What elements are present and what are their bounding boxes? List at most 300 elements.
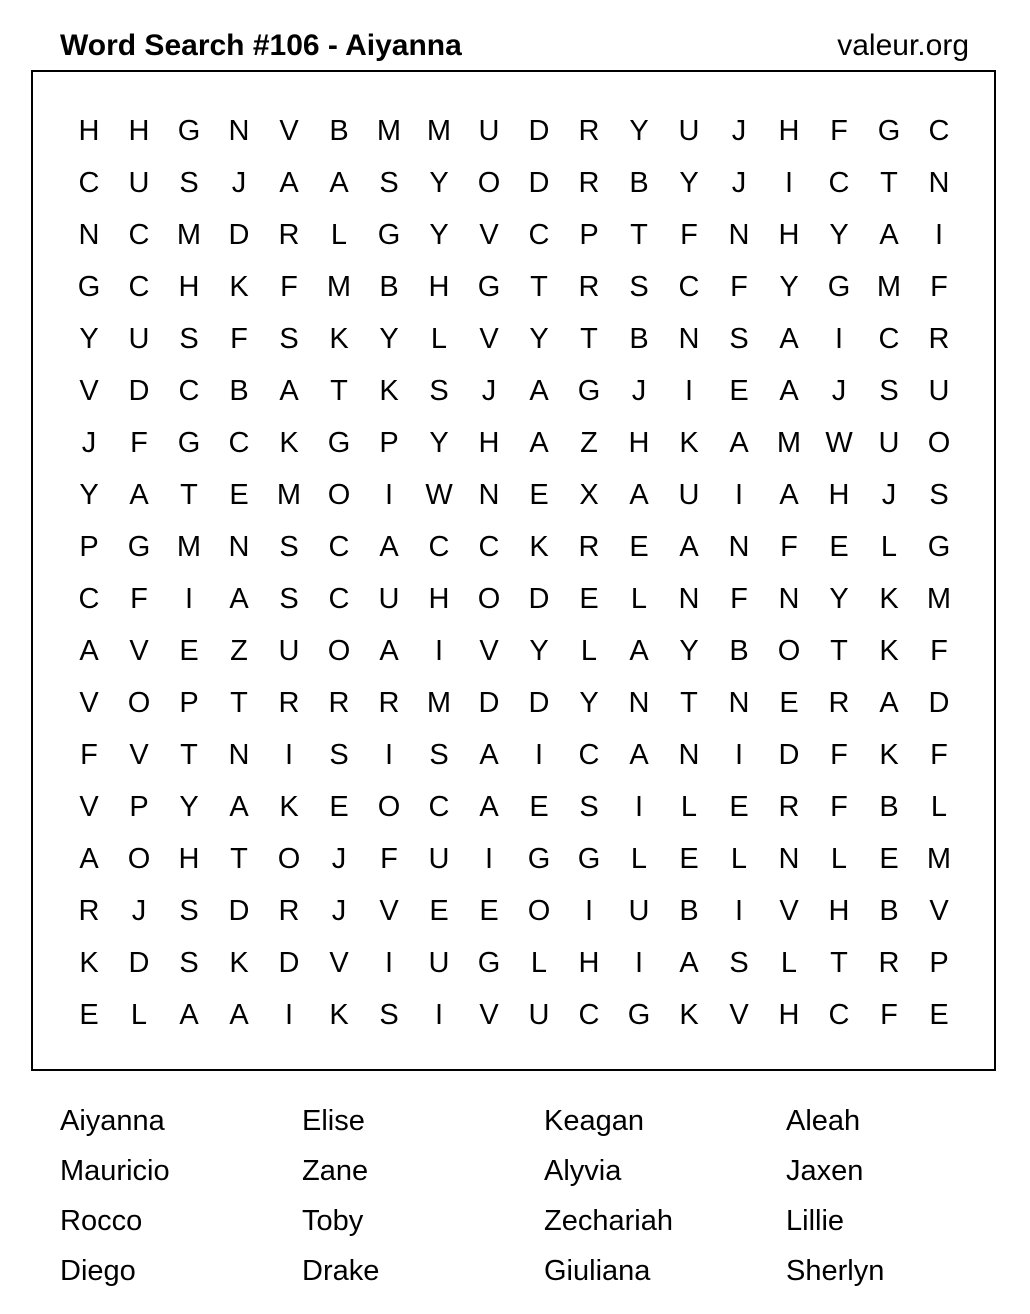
grid-cell[interactable]: F: [930, 270, 948, 303]
grid-cell[interactable]: L: [330, 218, 348, 251]
grid-cell[interactable]: Y: [779, 270, 799, 303]
grid-cell[interactable]: R: [578, 166, 600, 199]
grid-cell[interactable]: H: [428, 270, 450, 303]
grid-cell[interactable]: D: [528, 686, 550, 719]
grid-cell[interactable]: S: [579, 790, 599, 823]
grid-cell[interactable]: I: [434, 634, 444, 667]
grid-cell[interactable]: R: [278, 686, 300, 719]
grid-cell[interactable]: A: [679, 946, 699, 979]
grid-cell[interactable]: F: [730, 270, 748, 303]
grid-cell[interactable]: F: [780, 530, 798, 563]
grid-cell[interactable]: J: [131, 894, 147, 927]
grid-cell[interactable]: G: [177, 426, 201, 459]
grid-cell[interactable]: E: [629, 530, 649, 563]
grid-cell[interactable]: K: [329, 322, 349, 355]
grid-cell[interactable]: L: [880, 530, 898, 563]
grid-cell[interactable]: C: [328, 530, 350, 563]
grid-cell[interactable]: Y: [79, 322, 99, 355]
grid-cell[interactable]: V: [779, 894, 799, 927]
grid-cell[interactable]: F: [930, 738, 948, 771]
grid-cell[interactable]: G: [577, 374, 601, 407]
grid-cell[interactable]: H: [78, 114, 100, 147]
grid-cell[interactable]: K: [879, 582, 899, 615]
grid-cell[interactable]: K: [79, 946, 99, 979]
grid-cell[interactable]: I: [184, 582, 194, 615]
grid-cell[interactable]: M: [776, 426, 802, 459]
grid-cell[interactable]: A: [529, 426, 549, 459]
grid-cell[interactable]: T: [180, 738, 198, 771]
grid-cell[interactable]: M: [926, 582, 952, 615]
grid-cell[interactable]: F: [830, 790, 848, 823]
grid-cell[interactable]: G: [77, 270, 101, 303]
grid-cell[interactable]: Y: [179, 790, 199, 823]
grid-cell[interactable]: C: [528, 218, 550, 251]
grid-cell[interactable]: G: [927, 530, 951, 563]
grid-cell[interactable]: G: [827, 270, 851, 303]
grid-cell[interactable]: K: [229, 270, 249, 303]
grid-cell[interactable]: C: [878, 322, 900, 355]
grid-cell[interactable]: G: [627, 998, 651, 1031]
grid-cell[interactable]: I: [634, 790, 644, 823]
grid-cell[interactable]: P: [929, 946, 949, 979]
grid-cell[interactable]: V: [129, 738, 149, 771]
grid-cell[interactable]: W: [825, 426, 853, 459]
grid-cell[interactable]: C: [678, 270, 700, 303]
grid-cell[interactable]: U: [128, 322, 150, 355]
grid-cell[interactable]: T: [880, 166, 898, 199]
grid-cell[interactable]: E: [679, 842, 699, 875]
grid-cell[interactable]: A: [879, 218, 899, 251]
grid-cell[interactable]: R: [578, 530, 600, 563]
grid-cell[interactable]: E: [829, 530, 849, 563]
grid-cell[interactable]: S: [379, 166, 399, 199]
grid-cell[interactable]: V: [129, 634, 149, 667]
grid-cell[interactable]: U: [278, 634, 300, 667]
grid-cell[interactable]: H: [828, 478, 850, 511]
grid-cell[interactable]: I: [284, 998, 294, 1031]
grid-cell[interactable]: J: [731, 166, 747, 199]
grid-cell[interactable]: Y: [629, 114, 649, 147]
grid-cell[interactable]: Y: [529, 322, 549, 355]
grid-cell[interactable]: T: [330, 374, 348, 407]
grid-cell[interactable]: M: [176, 218, 202, 251]
grid-cell[interactable]: R: [278, 218, 300, 251]
grid-cell[interactable]: P: [129, 790, 149, 823]
grid-cell[interactable]: R: [578, 270, 600, 303]
grid-cell[interactable]: Y: [79, 478, 99, 511]
grid-cell[interactable]: A: [229, 998, 249, 1031]
grid-cell[interactable]: D: [128, 946, 150, 979]
grid-cell[interactable]: S: [729, 322, 749, 355]
grid-cell[interactable]: B: [629, 322, 649, 355]
grid-cell[interactable]: C: [828, 166, 850, 199]
grid-cell[interactable]: F: [730, 582, 748, 615]
grid-cell[interactable]: D: [478, 686, 500, 719]
grid-cell[interactable]: E: [479, 894, 499, 927]
grid-cell[interactable]: C: [578, 998, 600, 1031]
grid-cell[interactable]: J: [481, 374, 497, 407]
grid-cell[interactable]: K: [679, 998, 699, 1031]
grid-cell[interactable]: H: [178, 270, 200, 303]
grid-cell[interactable]: O: [127, 842, 151, 875]
grid-cell[interactable]: U: [428, 946, 450, 979]
grid-cell[interactable]: S: [179, 894, 199, 927]
grid-cell[interactable]: E: [529, 790, 549, 823]
grid-cell[interactable]: H: [428, 582, 450, 615]
grid-cell[interactable]: Y: [379, 322, 399, 355]
grid-cell[interactable]: V: [479, 634, 499, 667]
grid-cell[interactable]: S: [379, 998, 399, 1031]
grid-cell[interactable]: S: [329, 738, 349, 771]
grid-cell[interactable]: G: [577, 842, 601, 875]
grid-cell[interactable]: V: [79, 374, 99, 407]
grid-cell[interactable]: O: [377, 790, 401, 823]
grid-cell[interactable]: O: [277, 842, 301, 875]
grid-cell[interactable]: O: [327, 634, 351, 667]
grid-cell[interactable]: T: [680, 686, 698, 719]
grid-cell[interactable]: S: [279, 582, 299, 615]
grid-cell[interactable]: P: [79, 530, 99, 563]
grid-cell[interactable]: A: [729, 426, 749, 459]
grid-cell[interactable]: K: [329, 998, 349, 1031]
grid-cell[interactable]: N: [678, 322, 700, 355]
grid-cell[interactable]: L: [830, 842, 848, 875]
grid-cell[interactable]: J: [881, 478, 897, 511]
grid-cell[interactable]: K: [879, 634, 899, 667]
grid-cell[interactable]: R: [328, 686, 350, 719]
grid-cell[interactable]: G: [177, 114, 201, 147]
grid-cell[interactable]: L: [680, 790, 698, 823]
grid-cell[interactable]: S: [279, 530, 299, 563]
grid-cell[interactable]: Y: [679, 634, 699, 667]
grid-cell[interactable]: I: [384, 478, 394, 511]
grid-cell[interactable]: I: [384, 946, 394, 979]
grid-cell[interactable]: S: [429, 738, 449, 771]
grid-cell[interactable]: N: [778, 842, 800, 875]
grid-cell[interactable]: L: [580, 634, 598, 667]
grid-cell[interactable]: Y: [429, 166, 449, 199]
grid-cell[interactable]: D: [228, 218, 250, 251]
grid-cell[interactable]: J: [831, 374, 847, 407]
grid-cell[interactable]: V: [79, 790, 99, 823]
grid-cell[interactable]: I: [934, 218, 944, 251]
grid-cell[interactable]: C: [428, 530, 450, 563]
grid-cell[interactable]: Y: [429, 218, 449, 251]
grid-cell[interactable]: M: [276, 478, 302, 511]
grid-cell[interactable]: J: [731, 114, 747, 147]
grid-cell[interactable]: V: [479, 218, 499, 251]
grid-cell[interactable]: B: [229, 374, 249, 407]
grid-cell[interactable]: G: [327, 426, 351, 459]
grid-cell[interactable]: A: [479, 790, 499, 823]
grid-cell[interactable]: K: [879, 738, 899, 771]
grid-cell[interactable]: G: [477, 270, 501, 303]
grid-cell[interactable]: S: [879, 374, 899, 407]
grid-cell[interactable]: E: [529, 478, 549, 511]
grid-cell[interactable]: T: [230, 686, 248, 719]
grid-cell[interactable]: T: [830, 946, 848, 979]
grid-cell[interactable]: U: [478, 114, 500, 147]
grid-cell[interactable]: N: [728, 218, 750, 251]
grid-cell[interactable]: I: [784, 166, 794, 199]
grid-cell[interactable]: E: [879, 842, 899, 875]
grid-cell[interactable]: A: [279, 166, 299, 199]
grid-cell[interactable]: C: [78, 582, 100, 615]
grid-cell[interactable]: P: [579, 218, 599, 251]
grid-cell[interactable]: N: [928, 166, 950, 199]
grid-cell[interactable]: I: [384, 738, 394, 771]
grid-cell[interactable]: A: [229, 582, 249, 615]
grid-cell[interactable]: A: [779, 478, 799, 511]
grid-cell[interactable]: U: [678, 478, 700, 511]
grid-cell[interactable]: M: [426, 114, 452, 147]
grid-cell[interactable]: O: [127, 686, 151, 719]
grid-cell[interactable]: L: [630, 842, 648, 875]
grid-cell[interactable]: K: [529, 530, 549, 563]
grid-cell[interactable]: C: [828, 998, 850, 1031]
grid-cell[interactable]: V: [929, 894, 949, 927]
grid-cell[interactable]: R: [878, 946, 900, 979]
grid-cell[interactable]: L: [430, 322, 448, 355]
grid-cell[interactable]: E: [179, 634, 199, 667]
grid-cell[interactable]: H: [778, 114, 800, 147]
grid-cell[interactable]: A: [379, 530, 399, 563]
grid-cell[interactable]: T: [830, 634, 848, 667]
grid-cell[interactable]: P: [179, 686, 199, 719]
grid-cell[interactable]: T: [230, 842, 248, 875]
grid-cell[interactable]: L: [730, 842, 748, 875]
grid-cell[interactable]: E: [329, 790, 349, 823]
grid-cell[interactable]: F: [130, 426, 148, 459]
grid-cell[interactable]: A: [79, 634, 99, 667]
grid-cell[interactable]: Y: [829, 218, 849, 251]
grid-cell[interactable]: H: [778, 218, 800, 251]
grid-cell[interactable]: U: [878, 426, 900, 459]
grid-cell[interactable]: D: [228, 894, 250, 927]
grid-cell[interactable]: N: [228, 114, 250, 147]
grid-cell[interactable]: U: [428, 842, 450, 875]
grid-cell[interactable]: E: [429, 894, 449, 927]
grid-cell[interactable]: K: [229, 946, 249, 979]
grid-cell[interactable]: E: [779, 686, 799, 719]
grid-cell[interactable]: C: [928, 114, 950, 147]
grid-cell[interactable]: H: [478, 426, 500, 459]
grid-cell[interactable]: M: [876, 270, 902, 303]
grid-cell[interactable]: F: [680, 218, 698, 251]
grid-cell[interactable]: S: [179, 166, 199, 199]
grid-cell[interactable]: J: [81, 426, 97, 459]
grid-cell[interactable]: A: [529, 374, 549, 407]
grid-cell[interactable]: E: [929, 998, 949, 1031]
grid-cell[interactable]: C: [578, 738, 600, 771]
grid-cell[interactable]: G: [527, 842, 551, 875]
grid-cell[interactable]: S: [929, 478, 949, 511]
grid-cell[interactable]: I: [534, 738, 544, 771]
grid-cell[interactable]: S: [279, 322, 299, 355]
grid-cell[interactable]: I: [484, 842, 494, 875]
grid-cell[interactable]: G: [877, 114, 901, 147]
grid-cell[interactable]: O: [927, 426, 951, 459]
grid-cell[interactable]: M: [326, 270, 352, 303]
grid-cell[interactable]: B: [879, 894, 899, 927]
grid-cell[interactable]: V: [379, 894, 399, 927]
grid-cell[interactable]: B: [679, 894, 699, 927]
grid-cell[interactable]: A: [329, 166, 349, 199]
grid-cell[interactable]: N: [678, 738, 700, 771]
grid-cell[interactable]: R: [578, 114, 600, 147]
grid-cell[interactable]: L: [630, 582, 648, 615]
grid-cell[interactable]: K: [679, 426, 699, 459]
grid-cell[interactable]: C: [128, 218, 150, 251]
grid-cell[interactable]: O: [477, 166, 501, 199]
grid-cell[interactable]: I: [684, 374, 694, 407]
grid-cell[interactable]: D: [278, 946, 300, 979]
grid-cell[interactable]: E: [229, 478, 249, 511]
grid-cell[interactable]: A: [779, 322, 799, 355]
grid-cell[interactable]: D: [528, 166, 550, 199]
grid-cell[interactable]: V: [479, 998, 499, 1031]
grid-cell[interactable]: H: [828, 894, 850, 927]
grid-cell[interactable]: L: [130, 998, 148, 1031]
grid-cell[interactable]: B: [729, 634, 749, 667]
grid-cell[interactable]: U: [528, 998, 550, 1031]
grid-cell[interactable]: C: [178, 374, 200, 407]
grid-cell[interactable]: S: [429, 374, 449, 407]
grid-cell[interactable]: A: [779, 374, 799, 407]
grid-cell[interactable]: K: [379, 374, 399, 407]
grid-cell[interactable]: D: [528, 582, 550, 615]
grid-cell[interactable]: S: [179, 322, 199, 355]
grid-cell[interactable]: N: [728, 530, 750, 563]
grid-cell[interactable]: F: [230, 322, 248, 355]
grid-cell[interactable]: C: [478, 530, 500, 563]
grid-cell[interactable]: T: [630, 218, 648, 251]
grid-cell[interactable]: O: [777, 634, 801, 667]
grid-cell[interactable]: U: [128, 166, 150, 199]
grid-cell[interactable]: Z: [230, 634, 248, 667]
grid-cell[interactable]: Y: [579, 686, 599, 719]
grid-cell[interactable]: N: [678, 582, 700, 615]
grid-cell[interactable]: V: [279, 114, 299, 147]
grid-cell[interactable]: D: [928, 686, 950, 719]
grid-cell[interactable]: I: [734, 894, 744, 927]
grid-cell[interactable]: C: [328, 582, 350, 615]
grid-cell[interactable]: A: [129, 478, 149, 511]
grid-cell[interactable]: M: [926, 842, 952, 875]
grid-cell[interactable]: A: [229, 790, 249, 823]
grid-cell[interactable]: R: [928, 322, 950, 355]
grid-cell[interactable]: F: [280, 270, 298, 303]
grid-cell[interactable]: G: [477, 946, 501, 979]
grid-cell[interactable]: Y: [429, 426, 449, 459]
grid-cell[interactable]: H: [578, 946, 600, 979]
grid-cell[interactable]: M: [426, 686, 452, 719]
grid-cell[interactable]: V: [729, 998, 749, 1031]
grid-cell[interactable]: R: [778, 790, 800, 823]
grid-cell[interactable]: K: [279, 790, 299, 823]
grid-cell[interactable]: A: [179, 998, 199, 1031]
grid-cell[interactable]: D: [528, 114, 550, 147]
grid-cell[interactable]: I: [584, 894, 594, 927]
grid-cell[interactable]: W: [425, 478, 453, 511]
grid-cell[interactable]: C: [128, 270, 150, 303]
grid-cell[interactable]: A: [379, 634, 399, 667]
grid-cell[interactable]: Y: [829, 582, 849, 615]
grid-cell[interactable]: F: [380, 842, 398, 875]
grid-cell[interactable]: A: [629, 738, 649, 771]
grid-cell[interactable]: O: [527, 894, 551, 927]
grid-cell[interactable]: L: [530, 946, 548, 979]
grid-cell[interactable]: X: [579, 478, 599, 511]
grid-cell[interactable]: S: [179, 946, 199, 979]
grid-cell[interactable]: J: [331, 894, 347, 927]
grid-cell[interactable]: H: [778, 998, 800, 1031]
grid-cell[interactable]: J: [231, 166, 247, 199]
grid-cell[interactable]: J: [331, 842, 347, 875]
grid-cell[interactable]: Z: [580, 426, 598, 459]
grid-cell[interactable]: E: [729, 374, 749, 407]
grid-cell[interactable]: B: [629, 166, 649, 199]
grid-cell[interactable]: G: [127, 530, 151, 563]
grid-cell[interactable]: H: [128, 114, 150, 147]
grid-cell[interactable]: F: [880, 998, 898, 1031]
grid-cell[interactable]: R: [828, 686, 850, 719]
grid-cell[interactable]: E: [79, 998, 99, 1031]
grid-cell[interactable]: R: [378, 686, 400, 719]
grid-cell[interactable]: A: [879, 686, 899, 719]
grid-cell[interactable]: U: [378, 582, 400, 615]
grid-cell[interactable]: M: [376, 114, 402, 147]
grid-cell[interactable]: A: [79, 842, 99, 875]
grid-cell[interactable]: I: [434, 998, 444, 1031]
grid-cell[interactable]: T: [580, 322, 598, 355]
grid-cell[interactable]: E: [729, 790, 749, 823]
grid-cell[interactable]: Y: [529, 634, 549, 667]
grid-cell[interactable]: K: [279, 426, 299, 459]
grid-cell[interactable]: N: [228, 530, 250, 563]
grid-cell[interactable]: V: [329, 946, 349, 979]
grid-cell[interactable]: I: [834, 322, 844, 355]
grid-cell[interactable]: F: [930, 634, 948, 667]
grid-cell[interactable]: I: [284, 738, 294, 771]
grid-cell[interactable]: A: [279, 374, 299, 407]
grid-cell[interactable]: N: [78, 218, 100, 251]
grid-cell[interactable]: S: [629, 270, 649, 303]
grid-cell[interactable]: F: [130, 582, 148, 615]
grid-cell[interactable]: O: [327, 478, 351, 511]
grid-cell[interactable]: D: [128, 374, 150, 407]
grid-cell[interactable]: O: [477, 582, 501, 615]
grid-cell[interactable]: B: [329, 114, 349, 147]
grid-cell[interactable]: H: [628, 426, 650, 459]
grid-cell[interactable]: V: [479, 322, 499, 355]
grid-cell[interactable]: F: [80, 738, 98, 771]
grid-cell[interactable]: J: [631, 374, 647, 407]
grid-cell[interactable]: B: [879, 790, 899, 823]
grid-cell[interactable]: P: [379, 426, 399, 459]
grid-cell[interactable]: A: [479, 738, 499, 771]
grid-cell[interactable]: I: [634, 946, 644, 979]
grid-cell[interactable]: S: [729, 946, 749, 979]
grid-cell[interactable]: M: [176, 530, 202, 563]
grid-cell[interactable]: A: [629, 634, 649, 667]
grid-cell[interactable]: F: [830, 114, 848, 147]
grid-cell[interactable]: C: [428, 790, 450, 823]
grid-cell[interactable]: B: [379, 270, 399, 303]
grid-cell[interactable]: N: [728, 686, 750, 719]
grid-cell[interactable]: C: [228, 426, 250, 459]
grid-cell[interactable]: H: [178, 842, 200, 875]
